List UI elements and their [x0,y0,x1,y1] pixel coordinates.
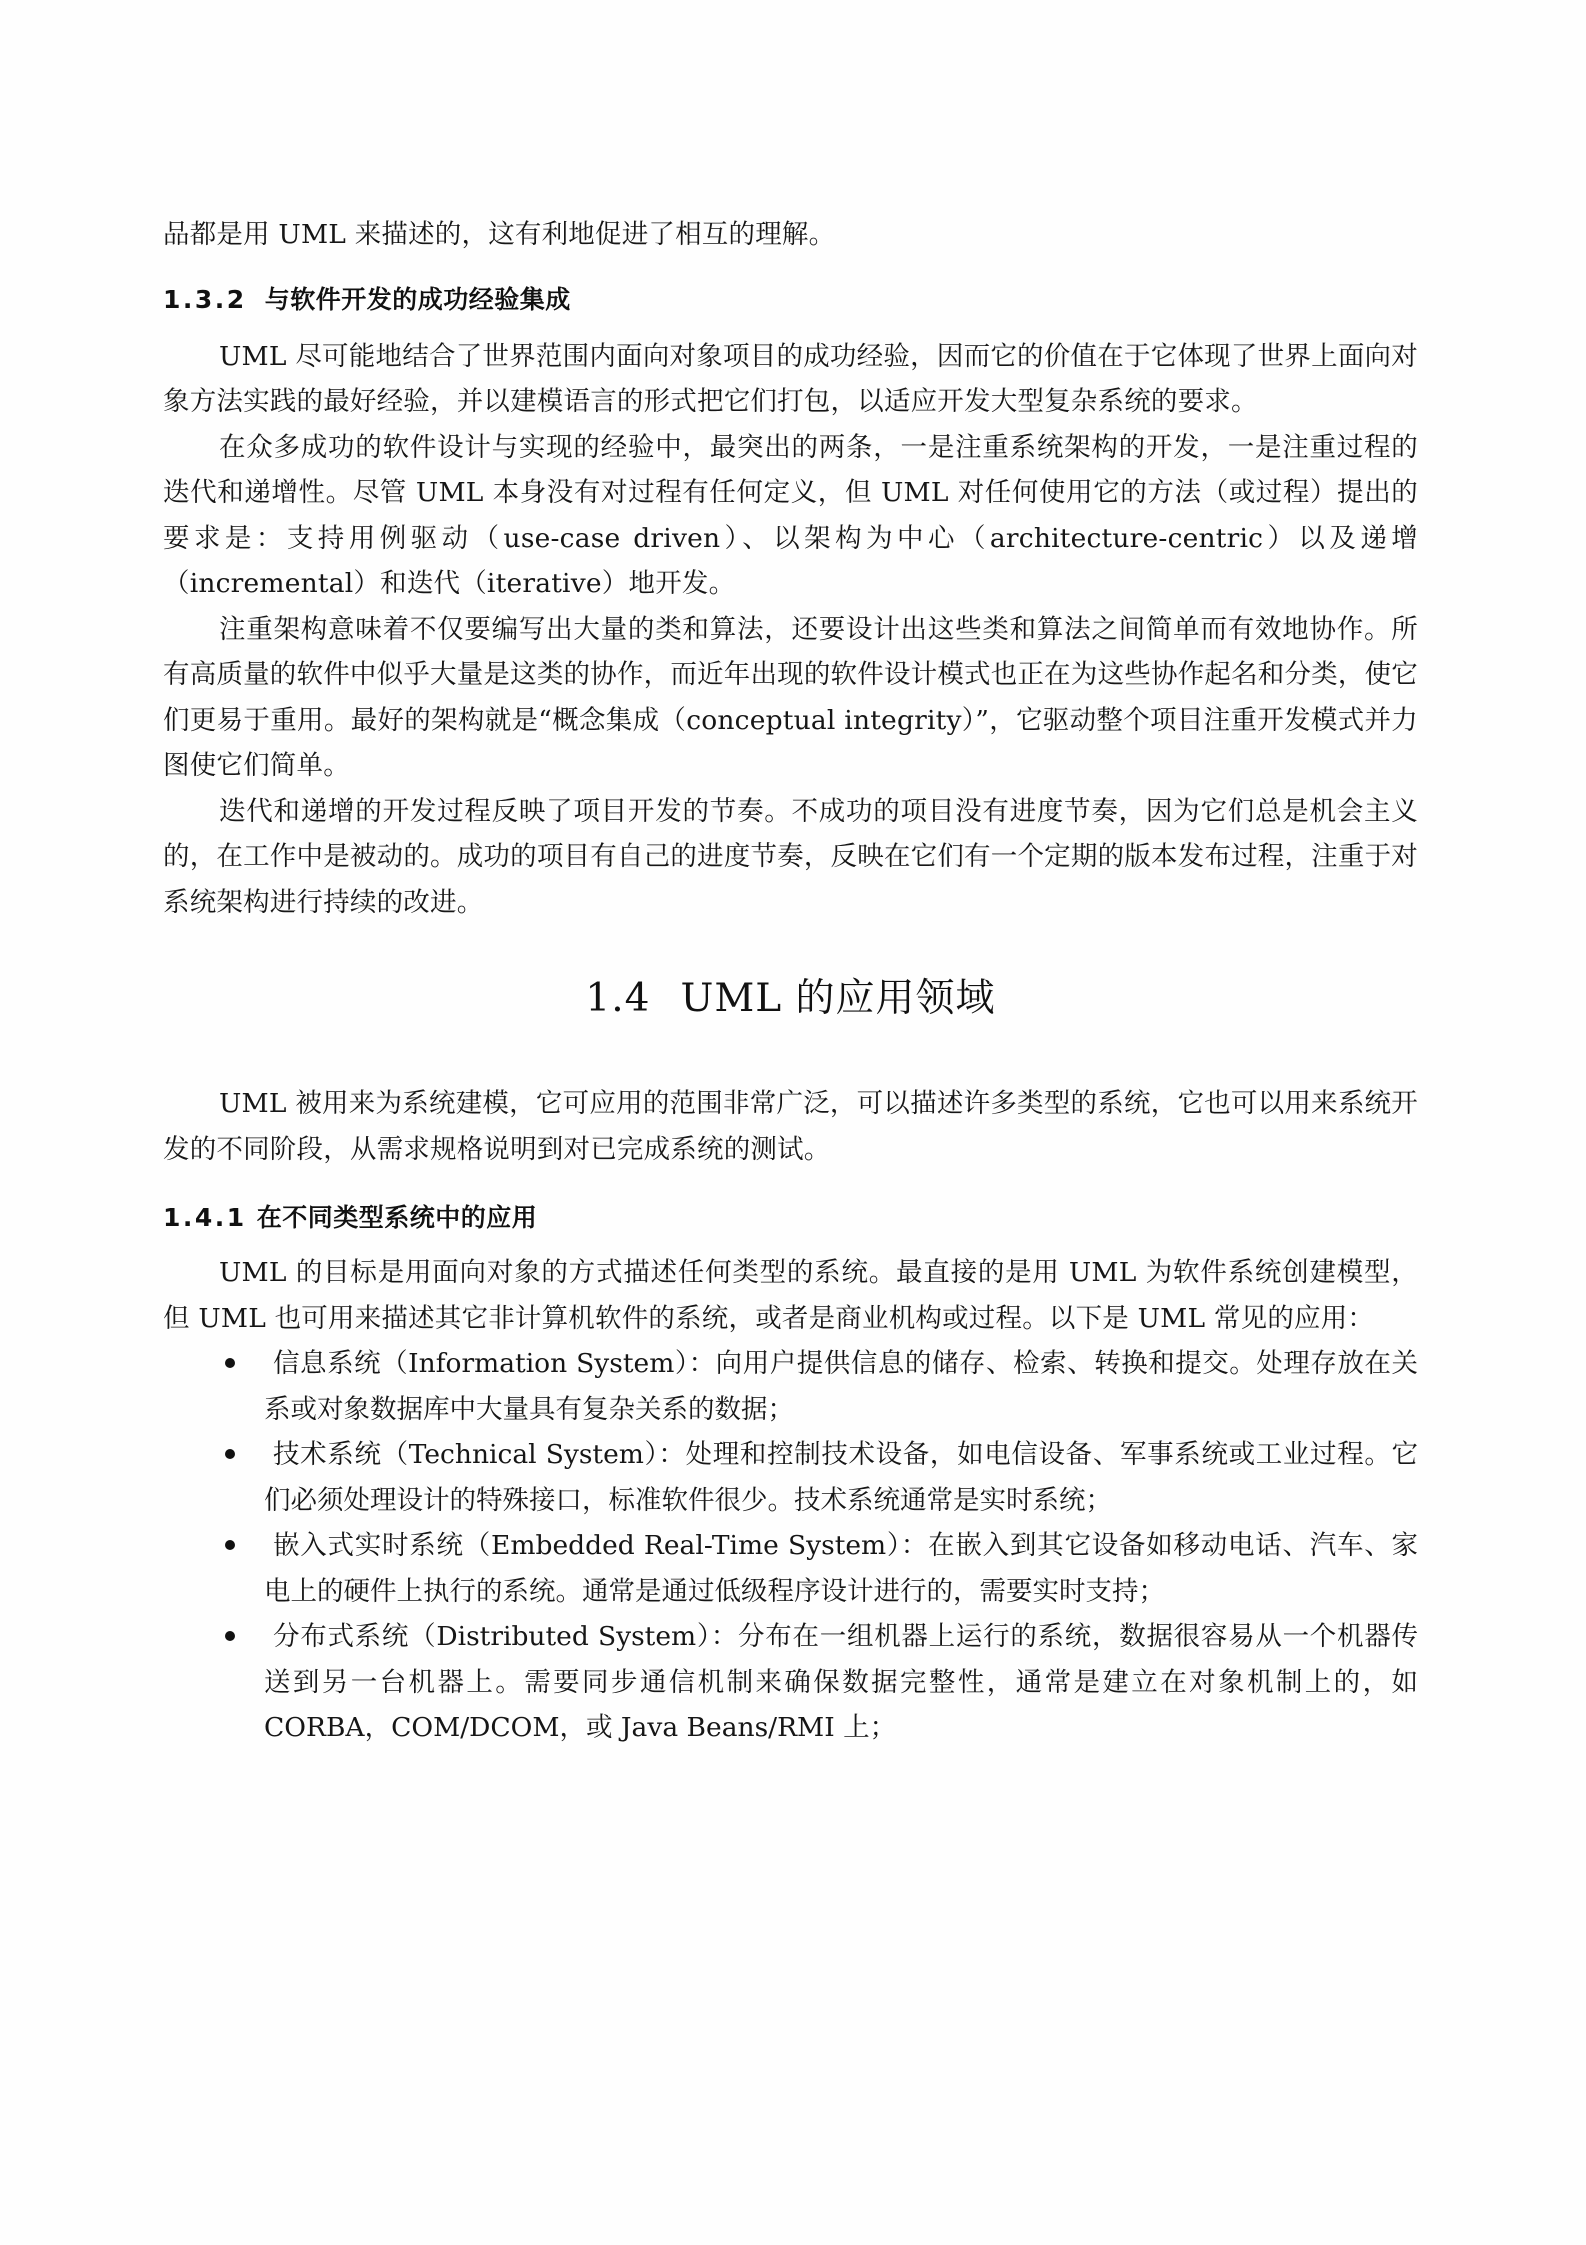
section-title-number: 1.4 [585,976,651,1021]
section-title-1-4 [163,971,1418,1027]
paragraph-1-3-2-1: UML 尽可能地结合了世界范围内面向对象项目的成功经验，因而它的价值在于它体现了世界上面向对象方法实践的最好经验，并以建模语言的形式把它们打包，以适应开发大型复杂系统的要求。 [163,340,1418,417]
list-item [163,1341,1418,1432]
spacer [163,258,1418,280]
heading-1-3-2-title: 与软件开发的成功经验集成 [264,284,571,314]
application-types-list [163,1341,1418,1751]
bullet-dot-icon [225,1358,235,1368]
paragraph-1-4-1-1: UML 的目标是用面向对象的方式描述任何类型的系统。最直接的是用 UML 为软件系统创建模型，但 UML 也可用来描述其它非计算机软件的系统，或者是商业机构或过程。以下是 UML 常见的应用： [163,1257,1418,1334]
list-item-text: 嵌入式实时系统（Embedded Real-Time System）：在嵌入到其它设备如移动电话、汽车、家电上的硬件上执行的系统。通常是通过低级程序设计进行的，需要实时支持； [264,1530,1418,1607]
paragraph-1-3-2-3: 注重架构意味着不仅要编写出大量的类和算法，还要设计出这些类和算法之间简单而有效地协作。所有高质量的软件中似乎大量是这类的协作，而近年出现的软件设计模式也正在为这些协作起名和分类，使它们更易于重用。最好的架构就是“概念集成（conceptual integrity）”，它驱动整个项目注重开发模式并力图使它们简单。 [163,613,1418,781]
list-item [163,1432,1418,1523]
section-title-text: UML 的应用领域 [680,976,996,1021]
carryover-paragraph: 品都是用 UML 来描述的，这有利地促进了相互的理解。 [163,219,836,250]
text-column [163,212,1418,1751]
spacer [163,320,1418,334]
heading-1-3-2 [163,280,1418,320]
heading-1-3-2-number: 1.3.2 [163,284,247,314]
paragraph-1-3-2-4: 迭代和递增的开发过程反映了项目开发的节奏。不成功的项目没有进度节奏，因为它们总是机会主义的，在工作中是被动的。成功的项目有自己的进度节奏，反映在它们有一个定期的版本发布过程，注重于对系统架构进行持续的改进。 [163,795,1418,918]
paragraph-1-4-intro: UML 被用来为系统建模，它可应用的范围非常广泛，可以描述许多类型的系统，它也可以用来系统开发的不同阶段，从需求规格说明到对已完成系统的测试。 [163,1088,1418,1165]
spacer [163,1027,1418,1081]
bullet-dot-icon [225,1449,235,1459]
heading-1-4-1-title: 在不同类型系统中的应用 [256,1203,538,1232]
paragraph-1-3-2-2: 在众多成功的软件设计与实现的经验中，最突出的两条，一是注重系统架构的开发，一是注重过程的迭代和递增性。尽管 UML 本身没有对过程有任何定义，但 UML 对任何使用它的方法（或过程）提出的要求是：支持用例驱动（use-case driven）、以架构为中心（architecture-centric）以及递增（incremental）和迭代（iterative）地开发。 [163,431,1418,599]
spacer [163,1238,1418,1250]
list-item [163,1614,1418,1751]
heading-1-4-1-number: 1.4.1 [163,1203,247,1232]
list-item [163,1523,1418,1614]
bullet-dot-icon [225,1631,235,1641]
bullet-dot-icon [225,1540,235,1550]
spacer [163,925,1418,971]
spacer [163,1172,1418,1198]
list-item-text: 信息系统（Information System）：向用户提供信息的储存、检索、转换和提交。处理存放在关系或对象数据库中大量具有复杂关系的数据； [264,1348,1418,1425]
list-item-text: 技术系统（Technical System）：处理和控制技术设备，如电信设备、军事系统或工业过程。它们必须处理设计的特殊接口，标准软件很少。技术系统通常是实时系统； [264,1439,1418,1516]
heading-1-4-1 [163,1198,1418,1238]
list-item-text: 分布式系统（Distributed System）：分布在一组机器上运行的系统，数据很容易从一个机器传送到另一台机器上。需要同步通信机制来确保数据完整性，通常是建立在对象机制上的，如 CORBA，COM/DCOM，或 Java Beans/RMI 上； [264,1621,1418,1743]
